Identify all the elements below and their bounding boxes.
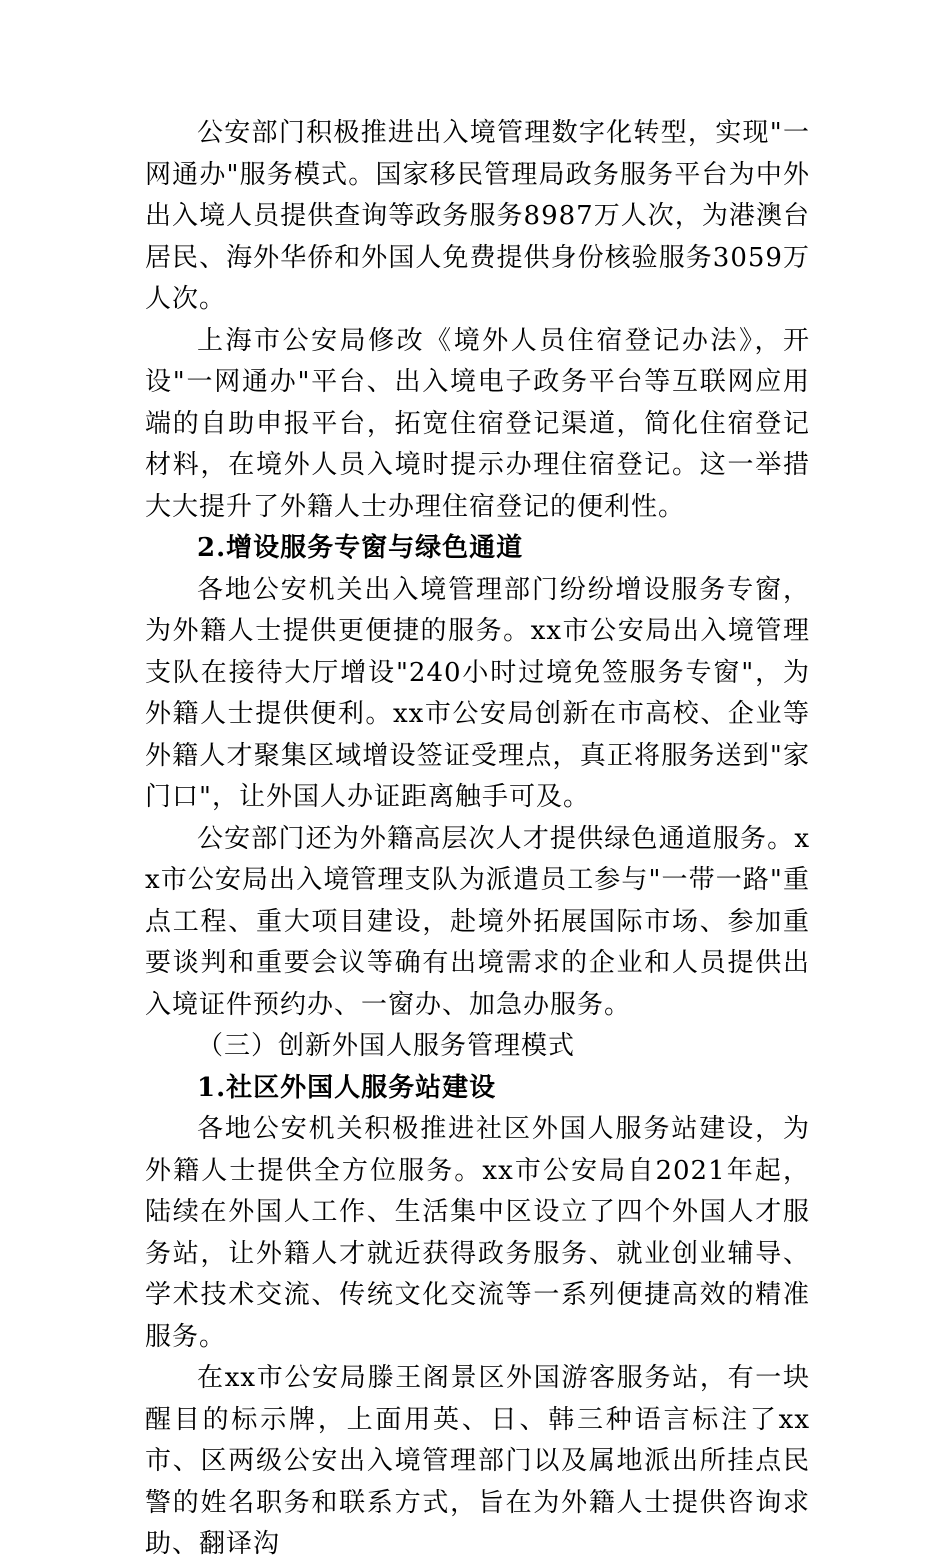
section-heading-community-stations: 1.社区外国人服务站建设	[197, 1072, 497, 1103]
document-body	[145, 113, 810, 1566]
paragraph-shanghai-registration: 上海市公安局修改《境外人员住宿登记办法》，开设"一网通办"平台、出入境电子政务平台等互联网应用端的自助申报平台，拓宽住宿登记渠道，简化住宿登记材料，在境外人员入境时提示办理住宿登记。这一举措大大提升了外籍人士办理住宿登记的便利性。	[145, 325, 810, 522]
section-heading-service-windows: 2.增设服务专窗与绿色通道	[197, 533, 524, 563]
section-heading-innovation: （三）创新外国人服务管理模式	[197, 1031, 576, 1061]
paragraph-community-stations: 各地公安机关积极推进社区外国人服务站建设，为外籍人士提供全方位服务。xx市公安局自2021年起，陆续在外国人工作、生活集中区设立了四个外国人才服务站，让外籍人才就近获得政务服务、就业创业辅导、学术技术交流、传统文化交流等一系列便捷高效的精准服务。	[145, 1114, 810, 1352]
paragraph-service-windows: 各地公安机关出入境管理部门纷纷增设服务专窗，为外籍人士提供更便捷的服务。xx市公安局出入境管理支队在接待大厅增设"240小时过境免签服务专窗"，为外籍人士提供便利。xx市公安局创新在市高校、企业等外籍人才聚集区域增设签证受理点，真正将服务送到"家门口"，让外国人办证距离触手可及。	[145, 574, 810, 812]
paragraph-digital-transformation: 公安部门积极推进出入境管理数字化转型，实现"一网通办"服务模式。国家移民管理局政务服务平台为中外出入境人员提供查询等政务服务8987万人次，为港澳台居民、海外华侨和外国人免费提供身份核验服务3059万人次。	[145, 118, 810, 314]
paragraph-tengwang-station: 在xx市公安局滕王阁景区外国游客服务站，有一块醒目的标示牌，上面用英、日、韩三种语言标注了xx市、区两级公安出入境管理部门以及属地派出所挂点民警的姓名职务和联系方式，旨在为外籍人士提供咨询求助、翻译沟	[145, 1363, 810, 1559]
paragraph-green-channel: 公安部门还为外籍高层次人才提供绿色通道服务。xx市公安局出入境管理支队为派遣员工参与"一带一路"重点工程、重大项目建设，赴境外拓展国际市场、参加重要谈判和重要会议等确有出境需求的企业和人员提供出入境证件预约办、一窗办、加急办服务。	[145, 823, 810, 1020]
